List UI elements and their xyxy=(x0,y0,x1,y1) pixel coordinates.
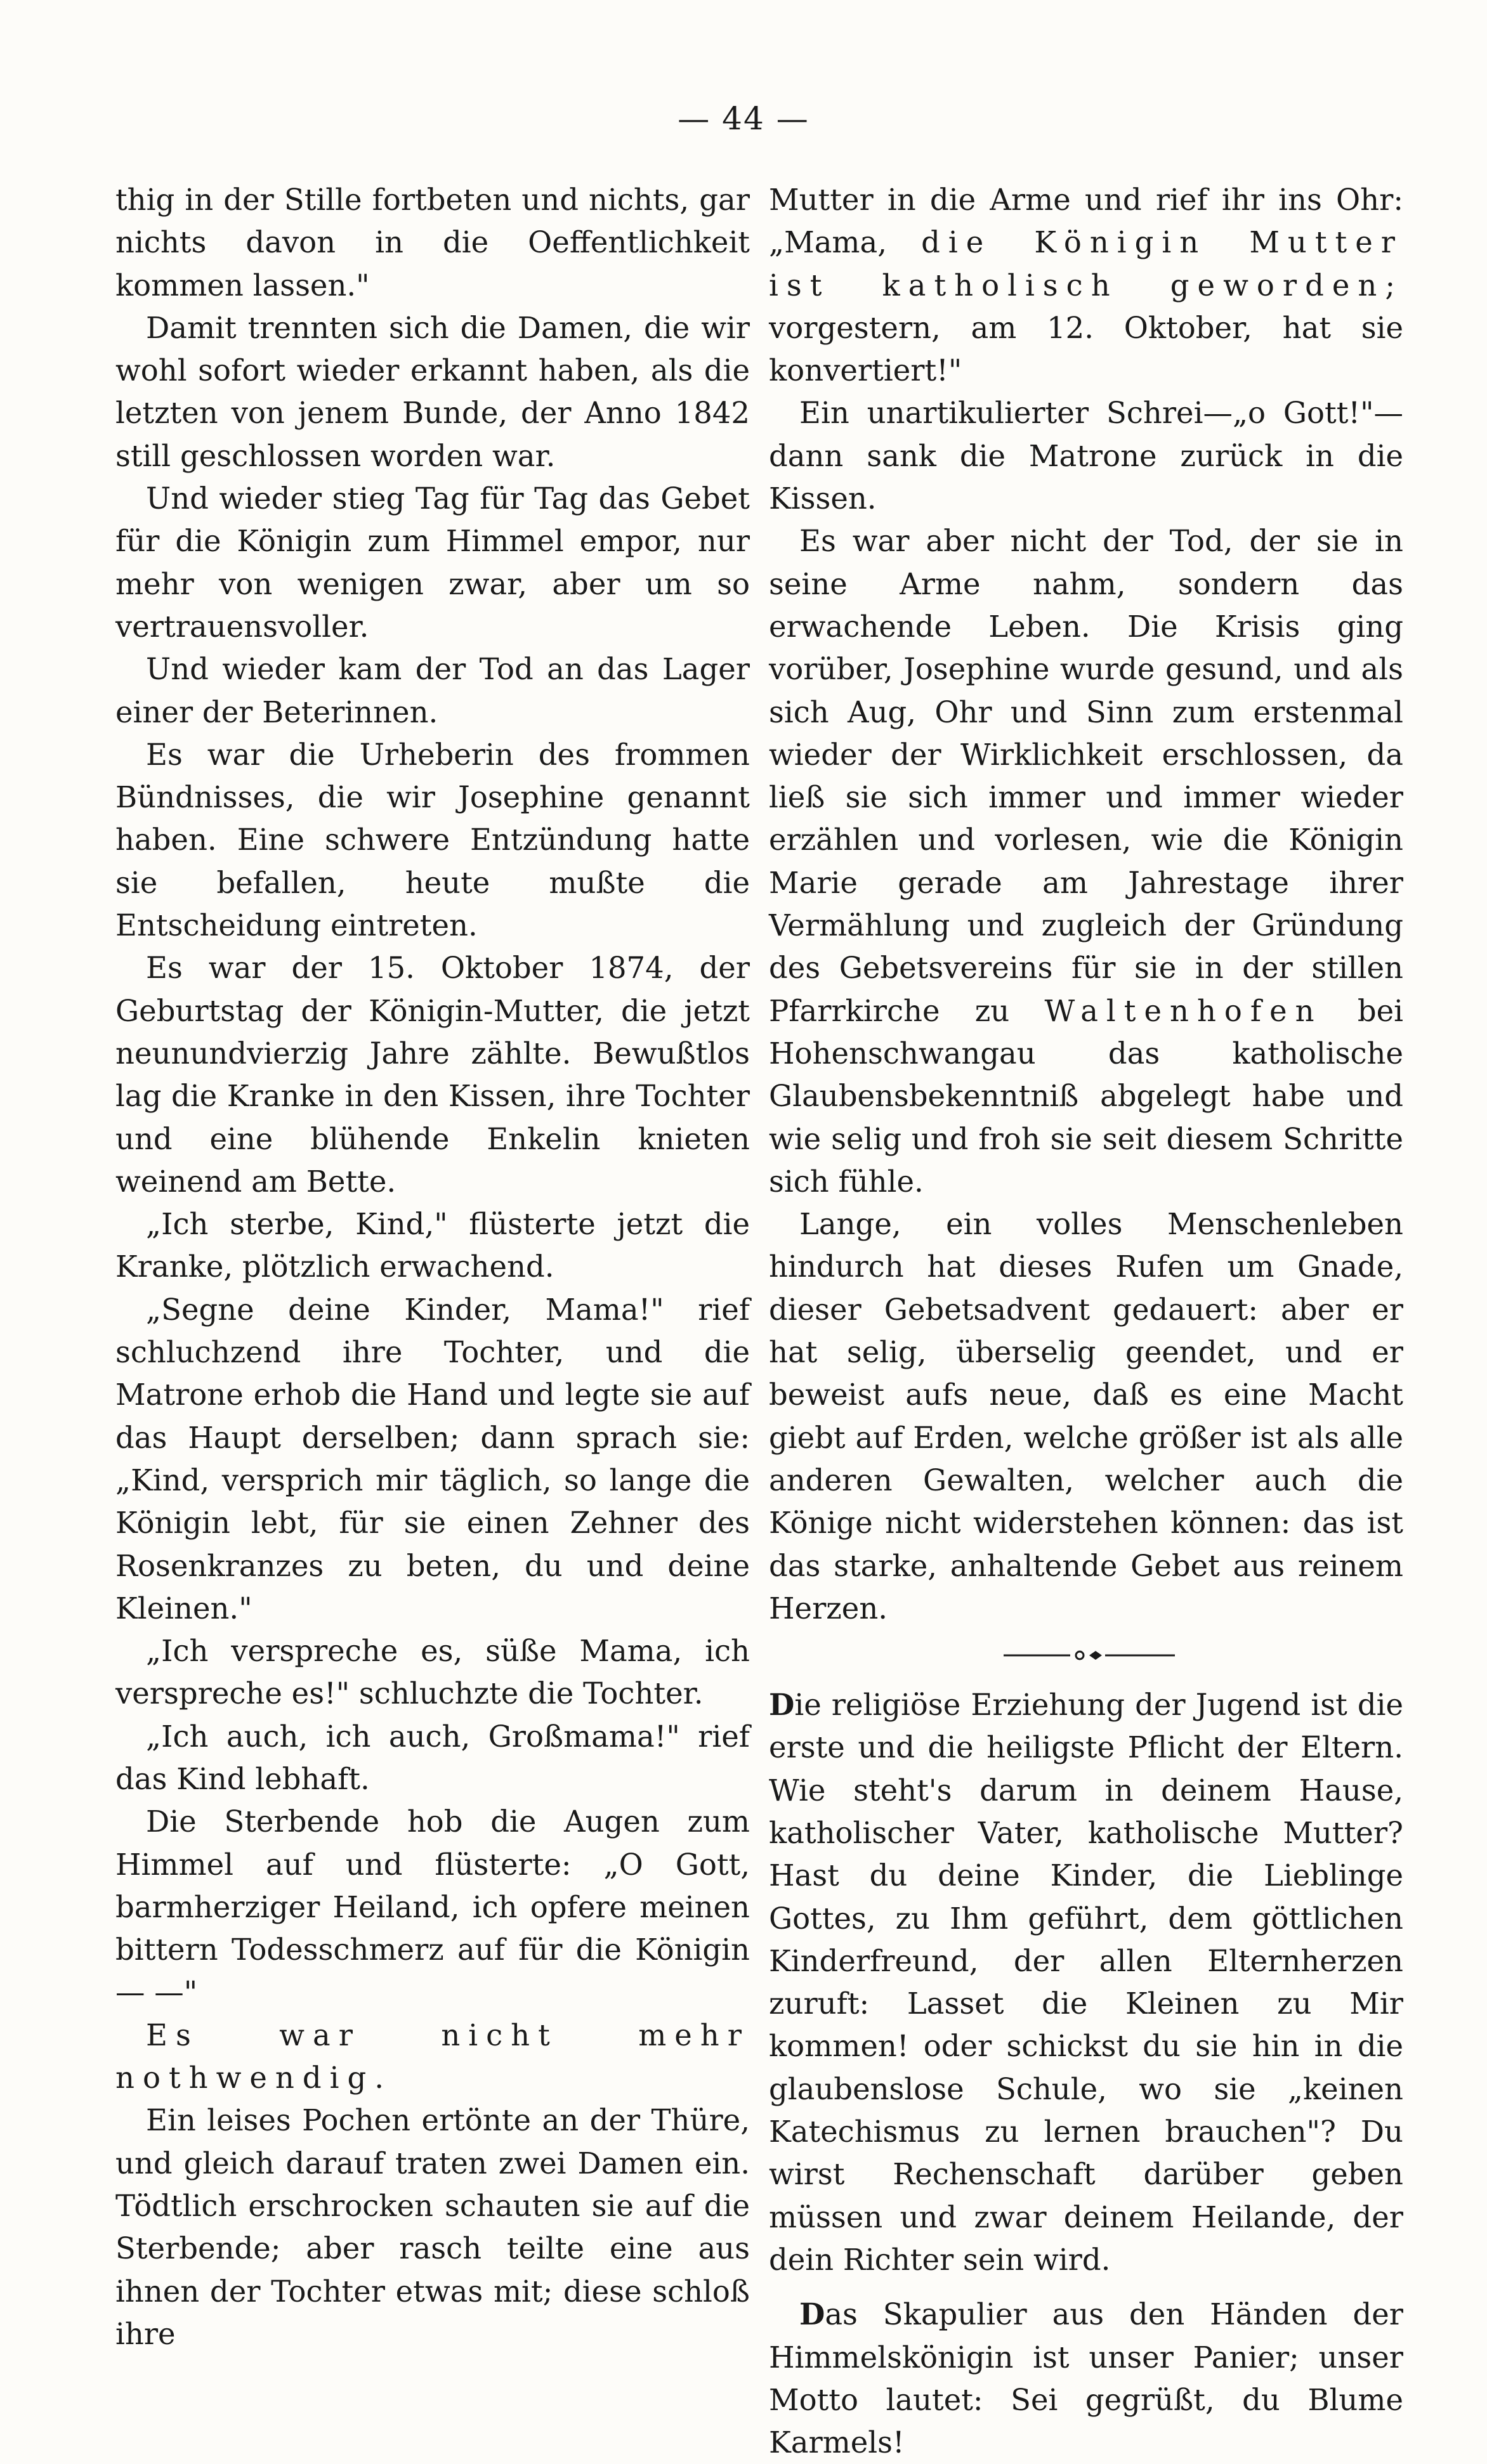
paragraph: Und wieder stieg Tag für Tag das Gebet für die Königin zum Himmel empor, nur mehr von wenigen zwar, aber um so vertrauensvoller. xyxy=(115,481,750,644)
paragraph xyxy=(769,179,1403,392)
emphasized-text: die Königin Mutter ist katholisch geworden; xyxy=(769,225,1403,303)
right-column xyxy=(769,179,1403,2464)
text-run: Es war aber nicht der Tod, der sie in seine Arme nahm, sondern das erwachende Leben. Die Krisis ging vorüber, Josephine wurde gesund, und als sich Aug, Ohr und Sinn zum erstenmal wieder der Wirklichkeit erschlossen, da ließ sie sich immer und immer wieder erzählen und vorlesen, wie die Königin Marie gerade am Jahrestage ihrer Vermählung und zugleich der Gründung des Gebetsvereins für sie in der stillen Pfarrkirche zu xyxy=(769,524,1403,1028)
text-run: Mutter in die Arme und rief ihr ins Ohr: „Mama, xyxy=(769,183,1403,260)
left-column xyxy=(115,179,750,2356)
paragraph: „Segne deine Kinder, Mama!" rief schluchzend ihre Tochter, und die Matrone erhob die Hand und legte sie auf das Haupt derselben; dann sprach sie: „Kind, versprich mir täglich, so lange die Königin lebt, für sie einen Zehner des Rosenkranzes zu beten, du und deine Kleinen." xyxy=(115,1292,750,1626)
paragraph: Damit trennten sich die Damen, die wir wohl sofort wieder erkannt haben, als die letzten von jenem Bunde, der Anno 1842 still geschlossen worden war. xyxy=(115,310,750,473)
paragraph: „Ich sterbe, Kind," flüsterte jetzt die Kranke, plötzlich erwachend. xyxy=(115,1207,750,1284)
text-run: vorgestern, am 12. Oktober, hat sie konvertiert!" xyxy=(769,310,1403,388)
paragraph: Es war nicht mehr nothwendig. xyxy=(115,2017,750,2096)
paragraph: „Ich auch, ich auch, Großmama!" rief das Kind lebhaft. xyxy=(115,1719,750,1796)
paragraph: „Ich verspreche es, süße Mama, ich verspreche es!" schluchzte die Tochter. xyxy=(115,1634,750,1711)
paragraph: Die Sterbende hob die Augen zum Himmel auf und flüsterte: „O Gott, barmherziger Heiland, ich opfere meinen bittern Todesschmerz auf für die Königin — —" xyxy=(115,1804,750,2010)
text-run: as Skapulier aus den Händen der Himmelskönigin ist unser Panier; unser Motto lautet: Sei gegrüßt, du Blume Karmels! xyxy=(769,2297,1403,2460)
paragraph: Lange, ein volles Menschenleben hindurch hat dieses Rufen um Gnade, dieser Gebetsadvent gedauert: aber er hat selig, überselig geendet, und er beweist aufs neue, daß es eine Macht giebt auf Erden, welche größer ist als alle anderen Gewalten, welcher auch die Könige nicht widerstehen können: das ist das starke, anhaltende Gebet aus reinem Herzen. xyxy=(769,1207,1403,1626)
emphasized-text: Waltenhofen xyxy=(1044,993,1323,1028)
page-number: — 44 — xyxy=(678,100,809,137)
initial-letter: D xyxy=(799,2297,825,2332)
paragraph: Ein leises Pochen ertönte an der Thüre, und gleich darauf traten zwei Damen ein. Tödtlich erschrocken schauten sie auf die Sterbende; aber rasch teilte eine aus ihnen der Tochter etwas mit; diese schloß ihre xyxy=(115,2103,750,2351)
paragraph: Es war die Urheberin des frommen Bündnisses, die wir Josephine genannt haben. Eine schwere Entzündung hatte sie befallen, heute mußte die Entscheidung eintreten. xyxy=(115,737,750,943)
initial-letter: D xyxy=(769,1687,795,1723)
paragraph: Ein unartikulierter Schrei—„o Gott!"— dann sank die Matrone zurück in die Kissen. xyxy=(769,396,1403,516)
ornamental-divider xyxy=(769,1635,1403,1676)
paragraph xyxy=(769,1683,1403,2281)
text-run: bei Hohenschwangau das katholische Glaubensbekenntniß abgelegt habe und wie selig und froh sie seit diesem Schritte sich fühle. xyxy=(769,993,1403,1199)
text-run: ie religiöse Erziehung der Jugend ist die erste und die heiligste Pflicht der Eltern. Wie steht's darum in deinem Hause, katholischer Vater, katholische Mutter? Hast du deine Kinder, die Lieblinge Gottes, zu Ihm geführt, dem göttlichen Kinderfreund, der allen Elternherzen zuruft: Lasset die Kleinen zu Mir kommen! oder schickst du sie hin in die glaubenslose Schule, wo sie „keinen Katechismus zu lernen brauchen"? Du wirst Rechenschaft darüber geben müssen und zwar deinem Heilande, der dein Richter sein wird. xyxy=(769,1688,1403,2277)
paragraph: Und wieder kam der Tod an das Lager einer der Beterinnen. xyxy=(115,652,750,729)
paragraph xyxy=(769,520,1403,1203)
paragraph: thig in der Stille fortbeten und nichts, gar nichts davon in die Oeffentlichkeit kommen lassen." xyxy=(115,183,750,303)
paragraph: Es war der 15. Oktober 1874, der Geburtstag der Königin-Mutter, die jetzt neunundvierzig Jahre zählte. Bewußtlos lag die Kranke in den Kissen, ihre Tochter und eine blühende Enkelin knieten weinend am Bette. xyxy=(115,951,750,1199)
